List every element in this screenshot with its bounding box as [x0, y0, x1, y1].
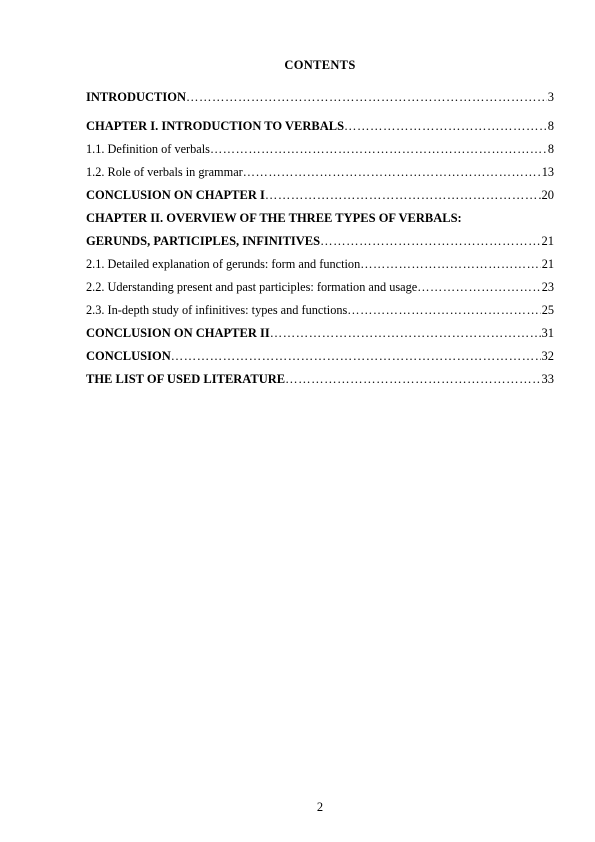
toc-entry-page: 13 [541, 165, 554, 179]
toc-entry-2-2 [86, 276, 554, 299]
toc-entry-conclusion-chapter-1 [86, 184, 554, 207]
toc-entry-page: 31 [541, 326, 554, 340]
page-title: CONTENTS [284, 58, 356, 72]
toc-entry-page: 8 [547, 142, 554, 156]
table-of-contents [86, 86, 554, 391]
dot-leader [347, 299, 540, 322]
toc-entry-label: CHAPTER II. OVERVIEW OF THE THREE TYPES OF VERBALS: [86, 211, 462, 225]
toc-entry-label: 2.1. Detailed explanation of gerunds: form and function [86, 257, 361, 271]
toc-entry-label: 1.2. Role of verbals in grammar [86, 165, 243, 179]
dot-leader [210, 138, 547, 161]
dot-leader [320, 230, 540, 253]
dot-leader [285, 368, 540, 391]
toc-entry-label: 1.1. Definition of verbals [86, 142, 210, 156]
dot-leader [186, 86, 547, 109]
toc-entry-label: INTRODUCTION [86, 90, 187, 104]
toc-entry-1-1 [86, 138, 554, 161]
toc-entry-label: CONCLUSION [86, 349, 171, 363]
toc-entry-chapter-2-line-2 [86, 230, 554, 253]
toc-entry-label: GERUNDS, PARTICIPLES, INFINITIVES [86, 234, 321, 248]
toc-entry-label: 2.3. In-depth study of infinitives: types and functions [86, 303, 348, 317]
dot-leader [270, 322, 541, 345]
toc-entry-page: 32 [541, 349, 554, 363]
toc-entry-page: 8 [547, 119, 554, 133]
toc-entry-literature [86, 368, 554, 391]
toc-entry-page: 20 [541, 188, 554, 202]
toc-entry-label: CHAPTER I. INTRODUCTION TO VERBALS [86, 119, 345, 133]
toc-entry-label: CONCLUSION ON CHAPTER II [86, 326, 270, 340]
toc-entry-1-2 [86, 161, 554, 184]
toc-entry-label: CONCLUSION ON CHAPTER I [86, 188, 265, 202]
dot-leader [417, 276, 540, 299]
dot-leader [360, 253, 540, 276]
dot-leader [344, 115, 547, 138]
toc-entry-page: 3 [547, 90, 554, 104]
toc-entry-introduction [86, 86, 554, 109]
toc-entry-page: 25 [541, 303, 554, 317]
toc-entry-conclusion [86, 345, 554, 368]
toc-entry-page: 21 [541, 257, 554, 271]
dot-leader [243, 161, 541, 184]
toc-entry-2-3 [86, 299, 554, 322]
toc-entry-2-1 [86, 253, 554, 276]
toc-entry-page: 23 [541, 280, 554, 294]
toc-entry-page: 21 [541, 234, 554, 248]
dot-leader [171, 345, 541, 368]
toc-entry-chapter-2-line-1 [86, 207, 554, 230]
toc-entry-chapter-1 [86, 115, 554, 138]
toc-entry-conclusion-chapter-2 [86, 322, 554, 345]
page-number: 2 [316, 800, 324, 814]
dot-leader [265, 184, 541, 207]
toc-entry-page: 33 [541, 372, 554, 386]
toc-entry-label: 2.2. Uderstanding present and past participles: formation and usage [86, 280, 418, 294]
toc-entry-label: THE LIST OF USED LITERATURE [86, 372, 286, 386]
